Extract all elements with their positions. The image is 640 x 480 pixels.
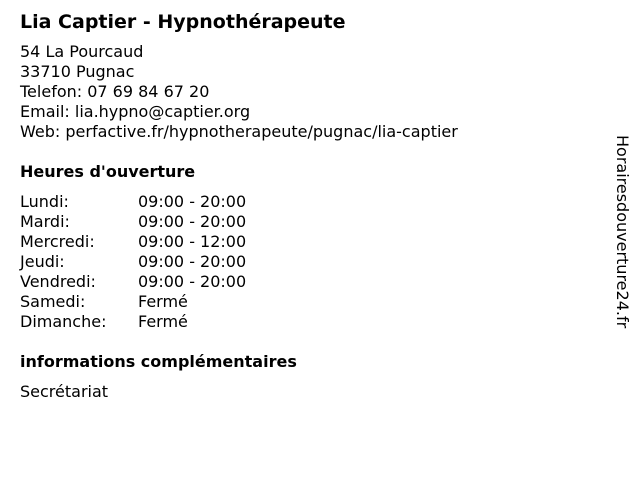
- hours-time: Fermé: [138, 312, 188, 331]
- contact-block: [20, 42, 600, 142]
- hours-time: Fermé: [138, 292, 188, 311]
- hours-day: Dimanche:: [20, 312, 107, 331]
- extra-info-text: Secrétariat: [20, 382, 109, 401]
- hours-time: 09:00 - 20:00: [138, 192, 247, 211]
- hours-day: Jeudi:: [20, 252, 65, 271]
- hours-time: 09:00 - 20:00: [138, 212, 247, 231]
- business-card: [20, 8, 600, 402]
- site-watermark: Horairesdouverture24.fr: [613, 135, 632, 329]
- hours-row: [20, 212, 600, 232]
- hours-day: Samedi:: [20, 292, 86, 311]
- hours-row: [20, 232, 600, 252]
- hours-table: [20, 192, 600, 332]
- hours-day: Lundi:: [20, 192, 69, 211]
- hours-heading: Heures d'ouverture: [20, 162, 196, 181]
- hours-row: [20, 272, 600, 292]
- extra-info-heading: informations complémentaires: [20, 352, 297, 371]
- hours-time: 09:00 - 20:00: [138, 272, 247, 291]
- hours-time: 09:00 - 12:00: [138, 232, 247, 251]
- city-postal: 33710 Pugnac: [20, 62, 135, 81]
- hours-day: Mardi:: [20, 212, 70, 231]
- hours-row: [20, 252, 600, 272]
- hours-time: 09:00 - 20:00: [138, 252, 247, 271]
- business-title: Lia Captier - Hypnothérapeute: [20, 11, 346, 33]
- email-line: Email: lia.hypno@captier.org: [20, 102, 251, 121]
- web-line: Web: perfactive.fr/hypnotherapeute/pugnac/lia-captier: [20, 122, 458, 141]
- phone-line: Telefon: 07 69 84 67 20: [20, 82, 210, 101]
- hours-row: [20, 192, 600, 212]
- hours-day: Vendredi:: [20, 272, 96, 291]
- hours-day: Mercredi:: [20, 232, 95, 251]
- hours-row: [20, 292, 600, 312]
- street-address: 54 La Pourcaud: [20, 42, 144, 61]
- hours-row: [20, 312, 600, 332]
